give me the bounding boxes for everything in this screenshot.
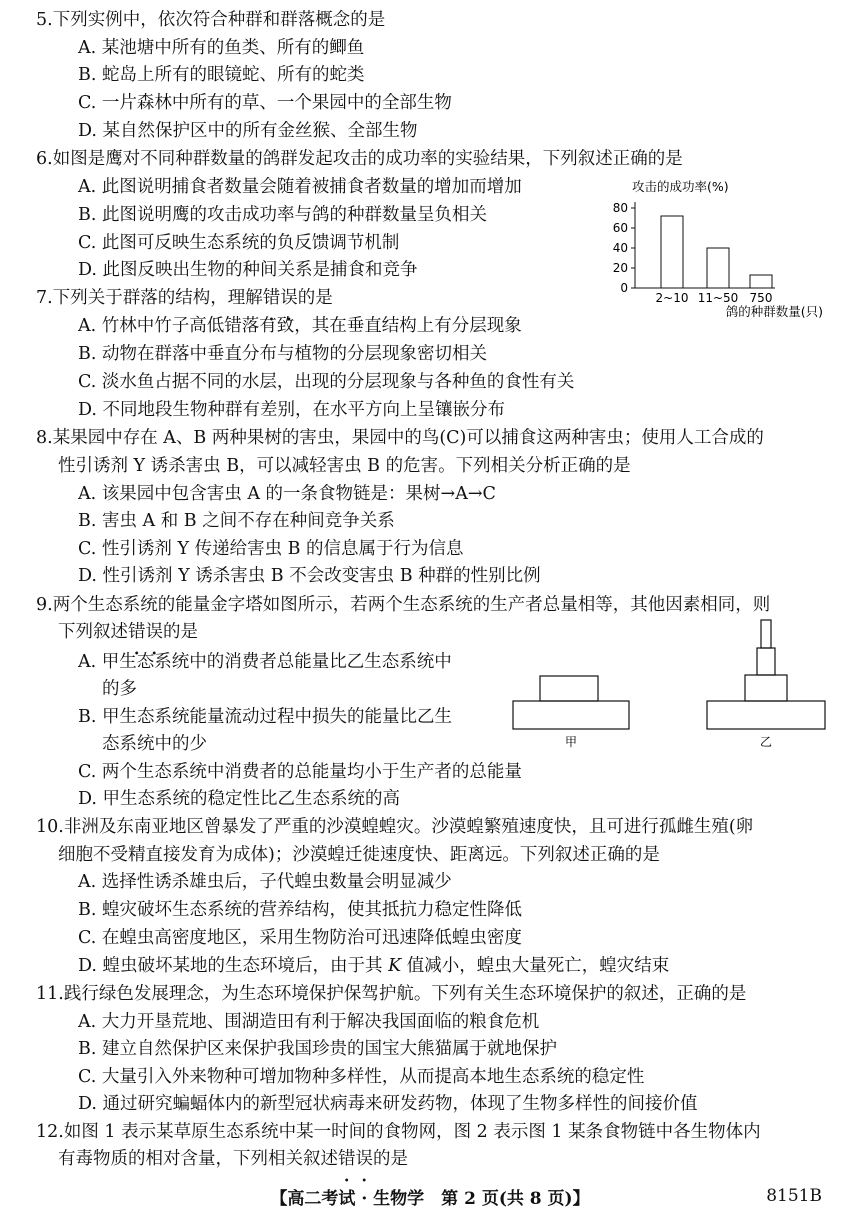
q9-stem-emphasis xyxy=(128,622,163,642)
pyramid-yi-level-3 xyxy=(757,648,775,675)
q5-option-a: A. 某池塘中所有的鱼类、所有的鲫鱼 xyxy=(78,38,365,58)
q9-option-b-line2: 态系统中的少 xyxy=(102,734,207,754)
q11-stem: 11.践行绿色发展理念，为生态环境保护保驾护航。下列有关生态环境保护的叙述，正确的是 xyxy=(36,984,747,1004)
q7-stem xyxy=(36,285,333,311)
q6-option-d: D. 此图反映出生物的种间关系是捕食和竞争 xyxy=(78,260,418,280)
q10-stem-line2: 细胞不受精直接发育为成体)；沙漠蝗迁徙速度快、距离远。下列叙述正确的是 xyxy=(58,845,660,865)
chart-xtick-label: 2~10 xyxy=(655,291,689,305)
q12-stem-line1: 12.如图 1 表示某草原生态系统中某一时间的食物网，图 2 表示图 1 某条食物链中各生物体内 xyxy=(36,1122,761,1142)
q8-option-d: D. 性引诱剂 Y 诱杀害虫 B 不会改变害虫 B 种群的性别比例 xyxy=(78,566,541,586)
q11-option-c: C. 大量引入外来物种可增加物种多样性，从而提高本地生态系统的稳定性 xyxy=(78,1067,645,1087)
attack-success-bar-chart xyxy=(595,172,835,324)
chart-ytick-label: 80 xyxy=(612,201,628,215)
pyramid-jia-level-1 xyxy=(513,701,629,729)
pyramid-yi-label: 乙 xyxy=(759,735,773,749)
pyramid-yi-level-2 xyxy=(745,675,787,701)
q8-option-a: A. 该果园中包含害虫 A 的一条食物链是：果树→A→C xyxy=(78,484,496,504)
emphasis-char: 错 xyxy=(338,1149,356,1169)
q5-option-b: B. 蛇岛上所有的眼镜蛇、所有的蛇类 xyxy=(78,65,365,85)
q12-stem-post: 的是 xyxy=(373,1149,408,1169)
emphasis-char: 误 xyxy=(355,1149,373,1169)
q8-stem-line1: 8.某果园中存在 A、B 两种果树的害虫，果园中的鸟(C)可以捕食这两种害虫；使用人工合成的 xyxy=(36,428,764,448)
pyramid-jia-level-2 xyxy=(540,676,598,701)
chart-xlabel: 鸽的种群数量(只) xyxy=(725,304,823,319)
q9-stem-line1: 9.两个生态系统的能量金字塔如图所示，若两个生态系统的生产者总量相等，其他因素相同，则 xyxy=(36,595,771,615)
emphasis-char: 错 xyxy=(128,622,146,642)
q5-option-d: D. 某自然保护区中的所有金丝猴、全部生物 xyxy=(78,121,418,141)
q7-option-a: A. 竹林中竹子高低错落有致，其在垂直结构上有分层现象 xyxy=(78,316,522,336)
pyramid-yi xyxy=(707,620,825,749)
chart-bar xyxy=(707,248,729,288)
q7-option-b: B. 动物在群落中垂直分布与植物的分层现象密切相关 xyxy=(78,344,487,364)
q5-option-c: C. 一片森林中所有的草、一个果园中的全部生物 xyxy=(78,93,452,113)
q10-option-a: A. 选择性诱杀雄虫后，子代蝗虫数量会明显减少 xyxy=(78,872,452,892)
q8-stem-line2: 性引诱剂 Y 诱杀害虫 B，可以减轻害虫 B 的危害。下列相关分析正确的是 xyxy=(58,456,631,476)
q12-stem-emphasis xyxy=(338,1149,373,1169)
q10-option-c: C. 在蝗虫高密度地区，采用生物防治可迅速降低蝗虫密度 xyxy=(78,928,522,948)
pyramid-yi-level-4 xyxy=(761,620,771,648)
q6-option-a: A. 此图说明捕食者数量会随着被捕食者数量的增加而增加 xyxy=(78,177,522,197)
chart-ytick-label: 40 xyxy=(612,241,628,255)
q9-option-a-line2: 的多 xyxy=(102,679,137,699)
chart-bar xyxy=(750,275,772,288)
q5-stem: 5.下列实例中，依次符合种群和群落概念的是 xyxy=(36,10,386,30)
q10-option-b: B. 蝗灾破坏生态系统的营养结构，使其抵抗力稳定性降低 xyxy=(78,900,522,920)
emphasis-char: 错 xyxy=(262,288,281,308)
q8-option-c: C. 性引诱剂 Y 传递给害虫 B 的信息属于行为信息 xyxy=(78,539,464,559)
q7-stem-emphasis xyxy=(263,288,298,308)
q8-option-b: B. 害虫 A 和 B 之间不存在种间竞争关系 xyxy=(78,511,395,531)
q10-stem-line1: 10.非洲及东南亚地区曾暴发了严重的沙漠蝗蝗灾。沙漠蝗繁殖速度快，且可进行孤雌生殖(卵 xyxy=(36,817,754,837)
q6-option-b: B. 此图说明鹰的攻击成功率与鸽的种群数量呈负相关 xyxy=(78,205,487,225)
q9-stem-post: 的是 xyxy=(163,622,198,642)
chart-ytick-label: 0 xyxy=(620,281,628,295)
q7-option-d: D. 不同地段生物种群有差别，在水平方向上呈镶嵌分布 xyxy=(78,400,506,420)
chart-ytick-label: 20 xyxy=(612,261,628,275)
q7-option-c: C. 淡水鱼占据不同的水层，出现的分层现象与各种鱼的食性有关 xyxy=(78,372,575,392)
pyramid-jia-label: 甲 xyxy=(564,735,578,749)
q10-option-d-post: 值减小，蝗虫大量死亡，蝗灾结束 xyxy=(401,956,670,976)
emphasis-char: 误 xyxy=(145,622,163,642)
q7-stem-post: 的是 xyxy=(297,288,333,308)
q9-option-b-line1: B. 甲生态系统能量流动过程中损失的能量比乙生 xyxy=(78,707,452,727)
q9-stem-line2 xyxy=(58,619,198,645)
q11-option-d: D. 通过研究蝙蝠体内的新型冠状病毒来研发药物，体现了生物多样性的间接价值 xyxy=(78,1094,698,1114)
q10-option-d xyxy=(78,953,669,979)
chart-xtick-label: 11~50 xyxy=(697,291,739,305)
q9-option-a-line1: A. 甲生态系统中的消费者总能量比乙生态系统中 xyxy=(78,652,452,672)
chart-bar xyxy=(661,216,683,288)
q11-option-b: B. 建立自然保护区来保护我国珍贵的国宝大熊猫属于就地保护 xyxy=(78,1039,557,1059)
page-footer: 【高二考试 · 生物学 第 2 页(共 8 页)】 xyxy=(270,1189,590,1209)
exam-code: 8151B xyxy=(766,1186,822,1206)
pyramid-jia xyxy=(513,676,629,749)
chart-xtick-label: 750 xyxy=(749,291,773,305)
q10-option-d-pre: D. 蝗虫破坏某地的生态环境后，由于其 xyxy=(78,956,389,976)
q9-option-d: D. 甲生态系统的稳定性比乙生态系统的高 xyxy=(78,789,401,809)
chart-ylabel: 攻击的成功率(%) xyxy=(632,179,729,194)
q10-option-d-k: K xyxy=(388,956,402,976)
q9-stem-pre: 下列叙述 xyxy=(58,622,128,642)
q9-option-c: C. 两个生态系统中消费者的总能量均小于生产者的总能量 xyxy=(78,762,522,782)
emphasis-char: 误 xyxy=(280,288,298,308)
q12-stem-line2 xyxy=(58,1146,408,1172)
q7-stem-pre: 7.下列关于群落的结构，理解 xyxy=(36,288,263,308)
q6-option-c: C. 此图可反映生态系统的负反馈调节机制 xyxy=(78,233,400,253)
chart-ytick-label: 60 xyxy=(612,221,628,235)
pyramid-yi-level-1 xyxy=(707,701,825,729)
q6-stem: 6.如图是鹰对不同种群数量的鸽群发起攻击的成功率的实验结果，下列叙述正确的是 xyxy=(36,149,683,169)
energy-pyramids-figure xyxy=(505,614,845,754)
q12-stem-pre: 有毒物质的相对含量，下列相关叙述 xyxy=(58,1149,338,1169)
q11-option-a: A. 大力开垦荒地、围湖造田有利于解决我国面临的粮食危机 xyxy=(78,1012,540,1032)
